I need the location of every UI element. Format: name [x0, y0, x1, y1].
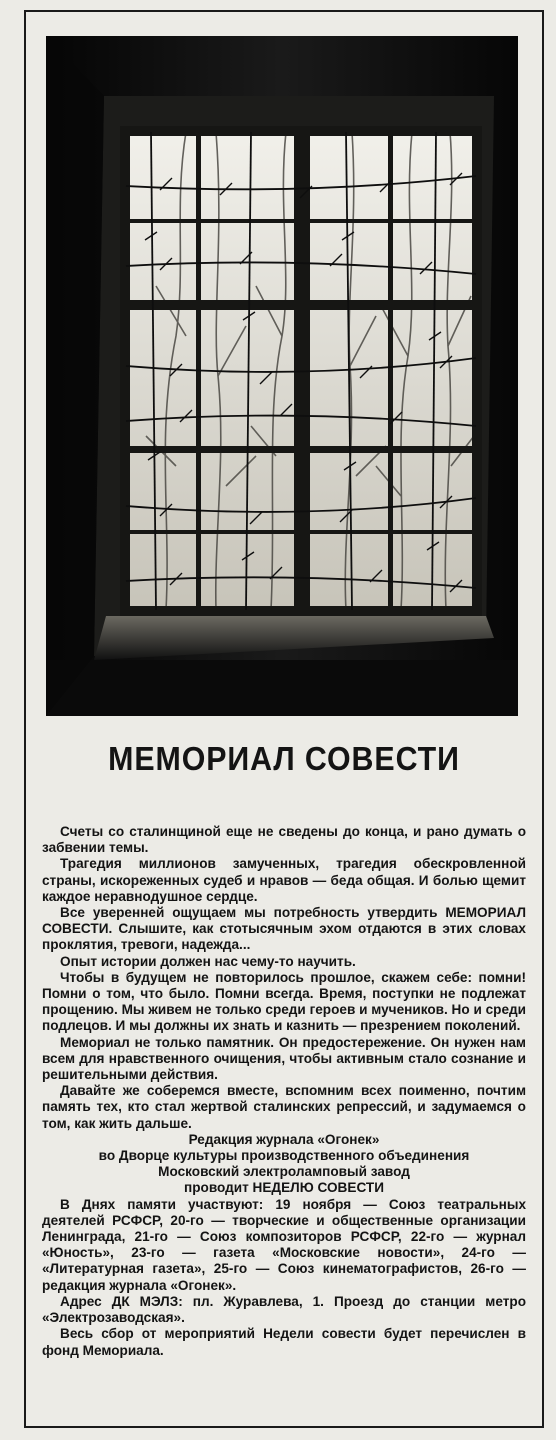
page-frame	[24, 10, 544, 1428]
article-body	[42, 824, 526, 1359]
footer-paragraph: Весь сбор от мероприятий Недели совести будет перечислен в фонд Мемориала.	[42, 1326, 526, 1358]
announcement-line: во Дворце культуры производственного объединения	[98, 1148, 470, 1164]
paragraph: Мемориал не только памятник. Он предостережение. Он нужен нам всем для нравственного очищения, чтобы активным стало сознание и решительными действия.	[42, 1034, 526, 1083]
paragraph: Счеты со сталинщиной еще не сведены до конца, и рано думать о забвении темы.	[42, 824, 526, 856]
schedule-paragraph: В Днях памяти участвуют: 19 ноября — Союз театральных деятелей РСФСР, 20-го — творческие и общественные организации Ленинграда, 21-го — Союз композиторов РСФСР, 22-го — журнал «Юность», 23-го — газета «Московские новости», 24-го — «Литературная газета», 25-го — Союз кинематографистов, 26-го — редакция журнала «Огонек».	[42, 1196, 526, 1293]
paragraph: Все уверенней ощущаем мы потребность утвердить МЕМОРИАЛ СОВЕСТИ. Слышите, как стотысячным эхом отдаются в этих словах проклятия, тревоги, надежда...	[42, 905, 526, 953]
announcement-line: проводит НЕДЕЛЮ СОВЕСТИ	[184, 1180, 384, 1196]
announcement-line: Редакция журнала «Огонек»	[188, 1131, 380, 1147]
photo-illustration	[46, 36, 518, 716]
headline: МЕМОРИАЛ СОВЕСТИ	[108, 740, 460, 777]
paragraph: Давайте же соберемся вместе, вспомним всех поименно, почтим память тех, кто стал жертвой сталинских репрессий, и задумаемся о том, как жить дальше.	[42, 1083, 526, 1131]
photo-window-barbed-wire	[46, 36, 518, 716]
paragraph: Опыт истории должен нас чему-то научить.	[60, 953, 356, 969]
announcement-line: Московский электроламповый завод	[158, 1164, 410, 1180]
address-paragraph: Адрес ДК МЭЛЗ: пл. Журавлева, 1. Проезд до станции метро «Электрозаводская».	[42, 1293, 526, 1326]
paragraph: Трагедия миллионов замученных, трагедия обескровленной страны, искореженных судеб и нравов — беда общая. И болью щемит каждое неравнодушное сердце.	[42, 856, 526, 904]
paragraph: Чтобы в будущем не повторилось прошлое, скажем себе: помни! Помни о том, что было. Помни всегда. Время, поступки не подлежат прощению. Мы живем не только среди героев и мучеников. Но и среди подлецов. И мы должны их знать и казнить — презрением поколений.	[42, 969, 526, 1034]
